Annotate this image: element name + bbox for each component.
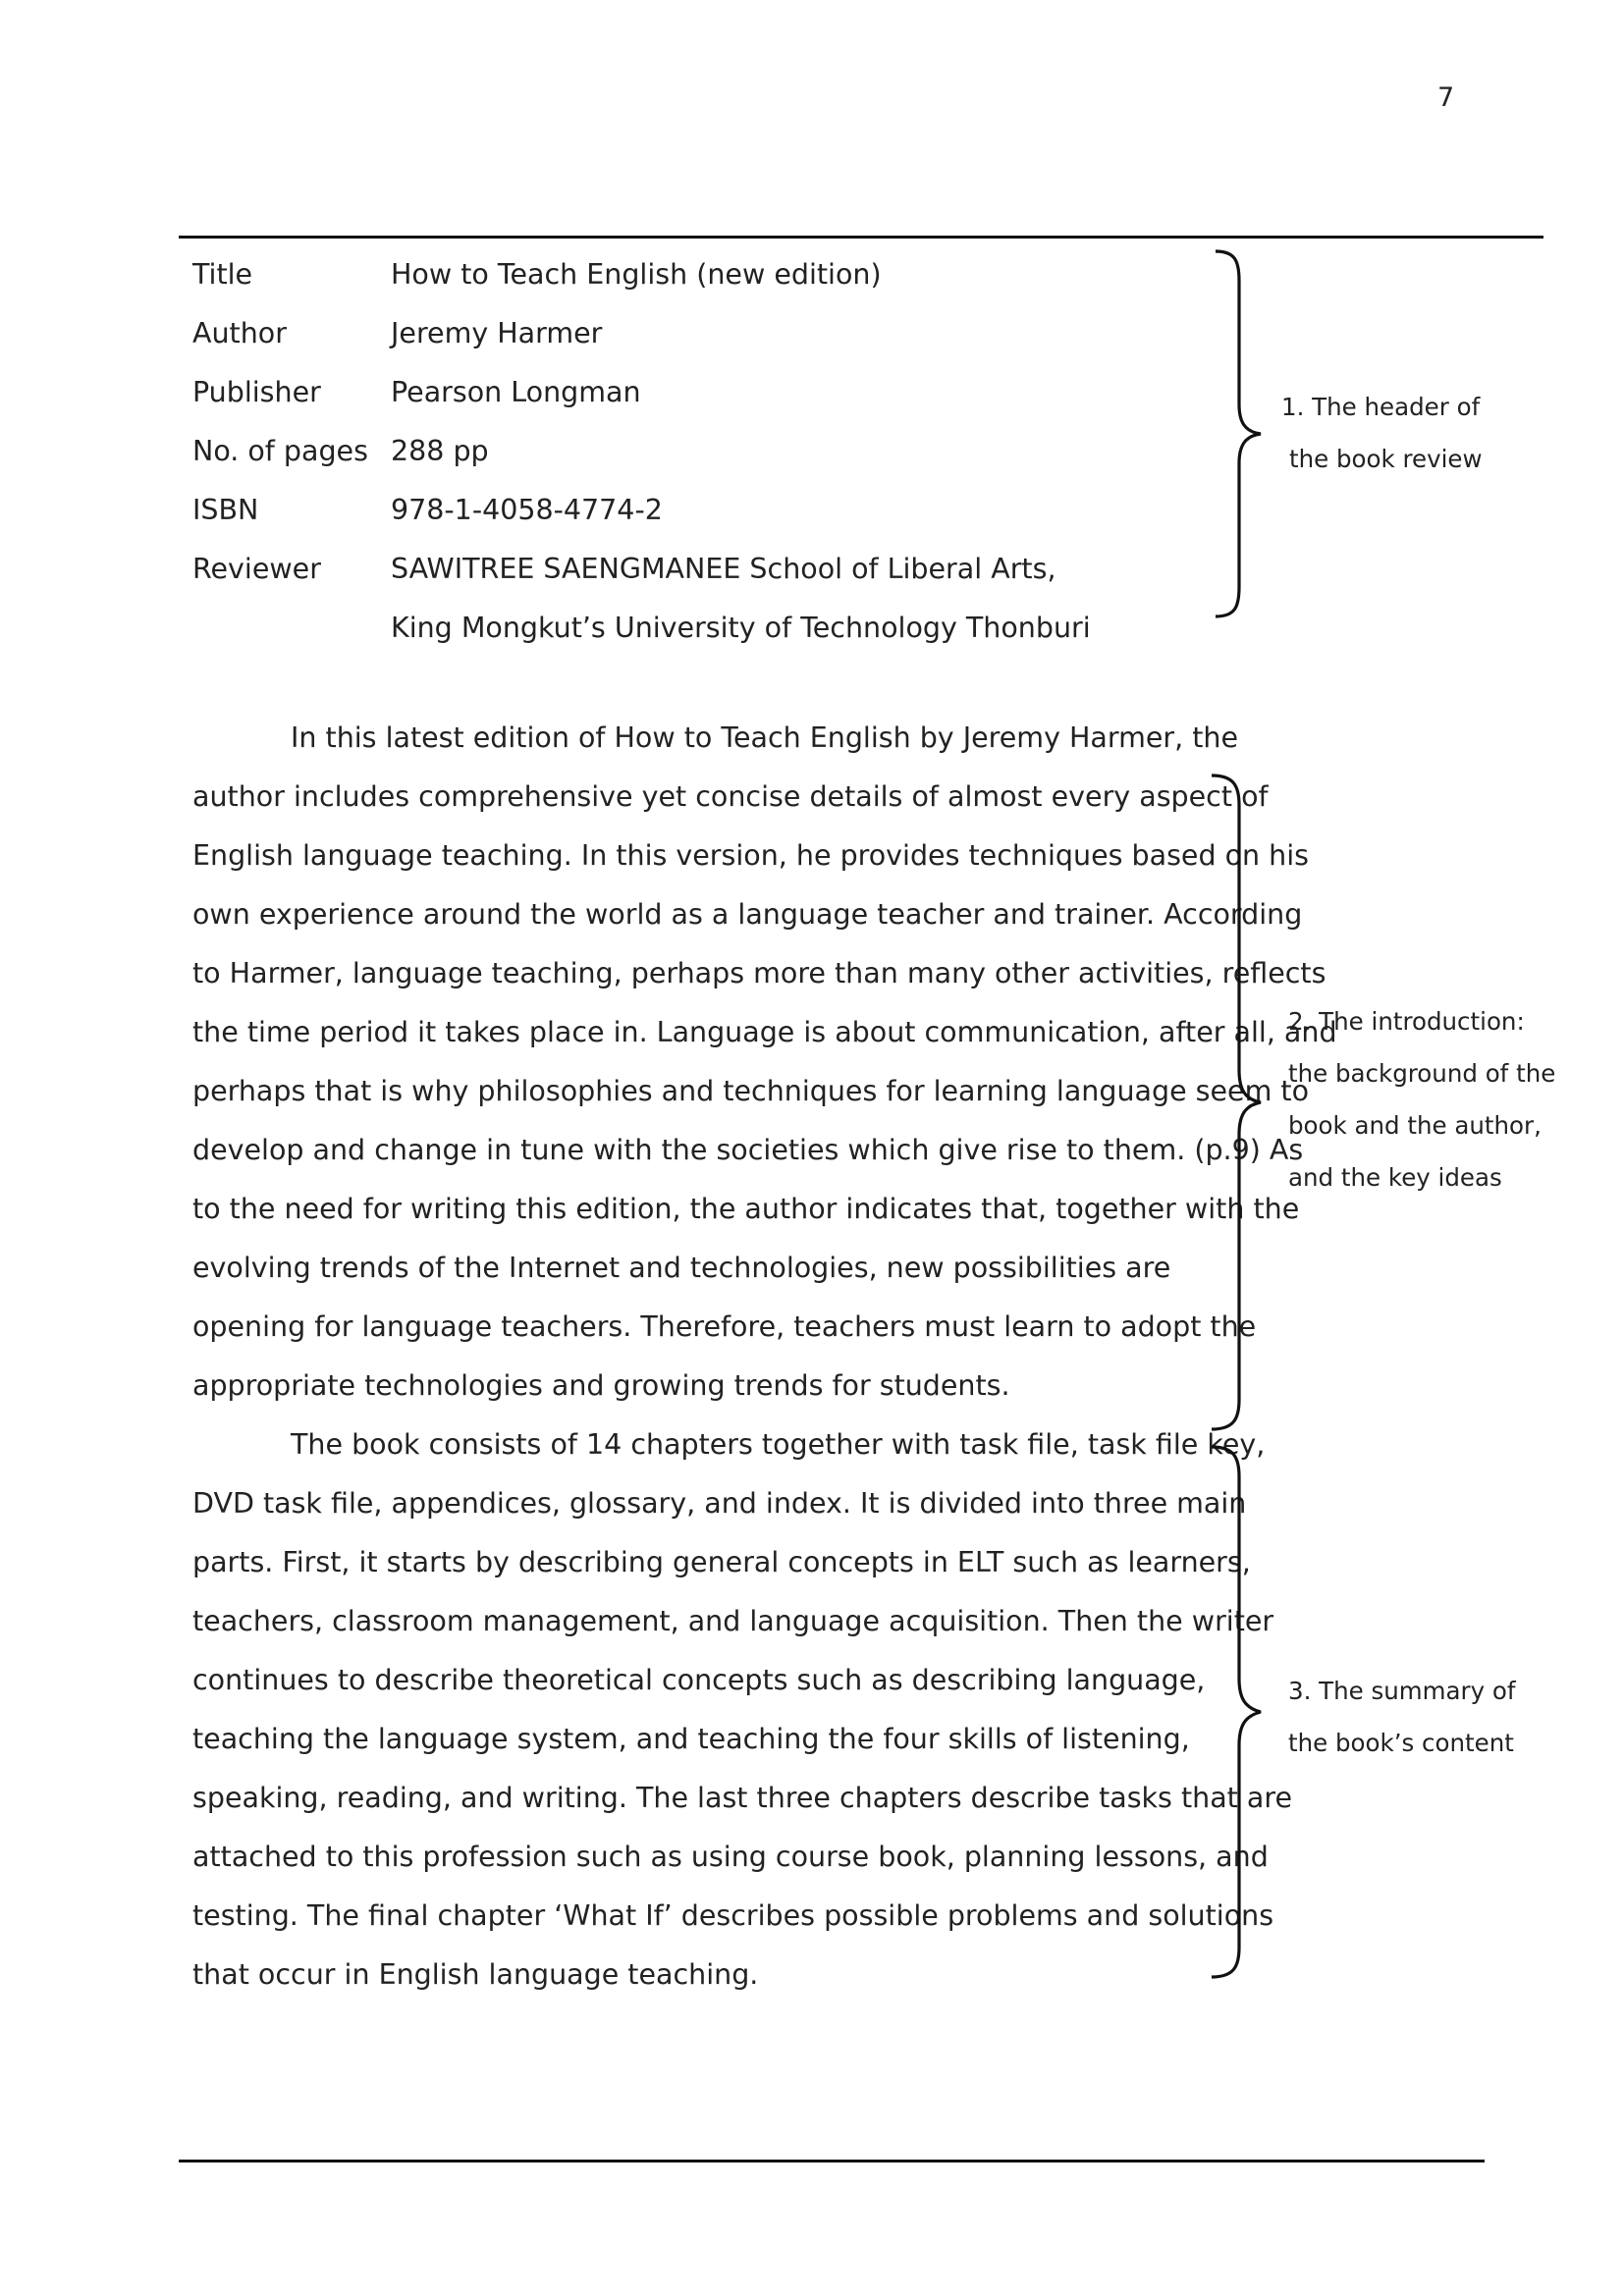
text-line: The book consists of 14 chapters together with task file, task file key, (291, 1428, 1266, 1461)
text-line: the time period it takes place in. Language is about communication, after all, and (192, 1016, 1337, 1048)
text-line: opening for language teachers. Therefore, teachers must learn to adopt the (192, 1310, 1257, 1343)
page-number: 7 (1437, 82, 1455, 113)
review-body (192, 709, 1337, 2004)
annotation-line: 1. The header of (1281, 393, 1481, 421)
text-line: DVD task file, appendices, glossary, and index. It is divided into three main (192, 1487, 1247, 1520)
metadata-value: King Mongkut’s University of Technology Thonburi (391, 612, 1091, 644)
annotation-header (1281, 381, 1483, 485)
top-rule (179, 236, 1543, 239)
annotation-summary (1288, 1665, 1516, 1769)
metadata-label: Reviewer (192, 553, 321, 585)
text-line: testing. The final chapter ‘What If’ describes possible problems and solutions (192, 1899, 1274, 1932)
bottom-rule (179, 2160, 1485, 2163)
annotation-line: and the key ideas (1288, 1163, 1502, 1192)
metadata-value: SAWITREE SAENGMANEE School of Liberal Arts, (391, 553, 1056, 585)
annotation-line: book and the author, (1288, 1111, 1542, 1140)
text-line: that occur in English language teaching. (192, 1958, 759, 1991)
annotation-line: the background of the (1288, 1059, 1556, 1088)
text-line: to Harmer, language teaching, perhaps more than many other activities, reflects (192, 957, 1326, 989)
paragraph-summary (192, 1415, 1292, 2004)
text-line: appropriate technologies and growing trends for students. (192, 1369, 1010, 1402)
metadata-label: ISBN (192, 494, 259, 526)
annotation-line: the book’s content (1288, 1729, 1514, 1757)
metadata-value: 978-1-4058-4774-2 (391, 494, 663, 526)
metadata-value: 288 pp (391, 435, 489, 467)
text-line: continues to describe theoretical concepts such as describing language, (192, 1664, 1206, 1696)
summary-brace-icon (1206, 1443, 1265, 1981)
text-line: speaking, reading, and writing. The last three chapters describe tasks that are (192, 1782, 1292, 1814)
metadata-label: Title (192, 258, 253, 291)
annotation-line: 3. The summary of (1288, 1677, 1516, 1705)
metadata-label: No. of pages (192, 435, 368, 467)
text-line: develop and change in tune with the societies which give rise to them. (p.9) As (192, 1134, 1304, 1166)
text-line: attached to this profession such as using course book, planning lessons, and (192, 1841, 1269, 1873)
text-line: teaching the language system, and teaching the four skills of listening, (192, 1723, 1190, 1755)
text-line: parts. First, it starts by describing general concepts in ELT such as learners, (192, 1546, 1251, 1578)
header-brace-icon (1206, 247, 1265, 620)
metadata-value: How to Teach English (new edition) (391, 258, 882, 291)
metadata-value: Pearson Longman (391, 376, 641, 408)
metadata-value: Jeremy Harmer (391, 317, 603, 349)
metadata-label: Author (192, 317, 287, 349)
text-line: evolving trends of the Internet and technologies, new possibilities are (192, 1252, 1171, 1284)
introduction-brace-icon (1206, 772, 1265, 1433)
text-line: to the need for writing this edition, the author indicates that, together with the (192, 1193, 1300, 1225)
text-line: perhaps that is why philosophies and techniques for learning language seem to (192, 1075, 1310, 1107)
paragraph-introduction (192, 709, 1337, 1415)
annotation-line: 2. The introduction: (1288, 1007, 1525, 1036)
text-line: teachers, classroom management, and language acquisition. Then the writer (192, 1605, 1274, 1637)
annotation-introduction (1288, 995, 1555, 1203)
text-line: In this latest edition of How to Teach English by Jeremy Harmer, the (291, 721, 1239, 754)
text-line: English language teaching. In this version, he provides techniques based on his (192, 839, 1309, 872)
text-line: author includes comprehensive yet concise details of almost every aspect of (192, 780, 1269, 813)
text-line: own experience around the world as a language teacher and trainer. According (192, 898, 1303, 931)
annotation-line: the book review (1289, 445, 1483, 473)
metadata-label: Publisher (192, 376, 321, 408)
